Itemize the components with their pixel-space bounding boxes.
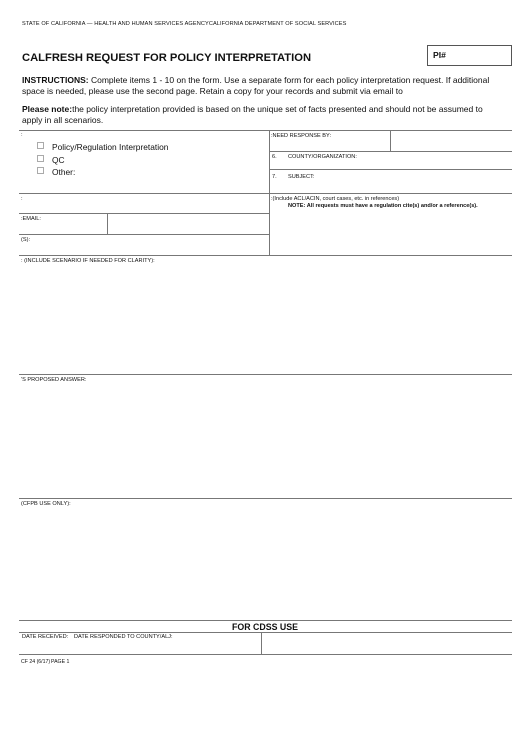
option-policy-label: Policy/Regulation Interpretation: [52, 142, 169, 152]
form-id: CF 24 (6/17): [21, 659, 51, 665]
instructions-label: INSTRUCTIONS:: [22, 75, 89, 85]
county-number: 6.: [272, 154, 277, 160]
option-qc-checkbox[interactable]: [37, 155, 44, 162]
form-title: CALFRESH REQUEST FOR POLICY INTERPRETATION: [22, 52, 312, 64]
references-note: NOTE: All requests must have a regulation cite(s) and/or a reference(s).: [288, 203, 478, 209]
proposed-answer-label: 'S PROPOSED ANSWER:: [21, 377, 87, 383]
divider: [261, 632, 262, 654]
date-responded-label: DATE RESPONDED TO COUNTY/ALJ:: [74, 634, 173, 640]
divider: [19, 654, 512, 655]
divider: [19, 632, 512, 633]
pi-label: PI#: [433, 50, 446, 60]
need-response-by-label: :NEED RESPONSE BY:: [271, 133, 331, 139]
divider: [19, 255, 512, 256]
divider: [19, 193, 512, 194]
need-response-by-field[interactable]: [391, 131, 512, 151]
please-note: [22, 104, 496, 126]
request-type-label: :: [21, 132, 23, 138]
divider: [19, 620, 512, 621]
proposed-answer-area[interactable]: [19, 385, 512, 497]
references-label: :(Include ACL/ACIN, court cases, etc. in references): [271, 196, 400, 202]
date-received-label: DATE RECEIVED:: [22, 634, 69, 640]
instructions: [22, 75, 496, 97]
s-label: (S):: [21, 237, 31, 243]
divider: [19, 234, 270, 235]
pi-number-field[interactable]: [427, 45, 512, 66]
subject-number: 7.: [272, 174, 277, 180]
please-note-label: Please note:: [22, 104, 73, 114]
question-area[interactable]: [19, 266, 512, 373]
county-label: COUNTY/ORGANIZATION:: [288, 154, 357, 160]
page-number: PAGE 1: [51, 659, 70, 665]
cfpb-label: (CFPB USE ONLY):: [21, 501, 71, 507]
agency-line: STATE OF CALIFORNIA — HEALTH AND HUMAN SERVICES AGENCYCALIFORNIA DEPARTMENT OF SOCIAL SERVICES: [22, 21, 347, 27]
divider: [19, 498, 512, 499]
email-field[interactable]: [108, 214, 269, 234]
divider: [269, 169, 512, 170]
option-other-label: Other:: [52, 167, 76, 177]
please-note-text: the policy interpretation provided is based on the unique set of facts presented and should not be assumed to apply in all scenarios.: [22, 104, 483, 125]
instructions-text: Complete items 1 - 10 on the form. Use a separate form for each policy interpretation request. If additional space is needed, please use the second page. Retain a copy for your records and submit via email to: [22, 75, 490, 96]
option-other-checkbox[interactable]: [37, 167, 44, 174]
email-label: :EMAIL:: [21, 216, 41, 222]
question-label: : (INCLUDE SCENARIO IF NEEDED FOR CLARITY):: [21, 258, 155, 264]
cdss-title: FOR CDSS USE: [232, 622, 298, 632]
divider: [269, 151, 512, 152]
divider: [19, 374, 512, 375]
requestor-label: :: [21, 196, 23, 202]
option-qc-label: QC: [52, 155, 65, 165]
subject-label: SUBJECT:: [288, 174, 315, 180]
option-policy-checkbox[interactable]: [37, 142, 44, 149]
cfpb-area[interactable]: [19, 509, 512, 619]
